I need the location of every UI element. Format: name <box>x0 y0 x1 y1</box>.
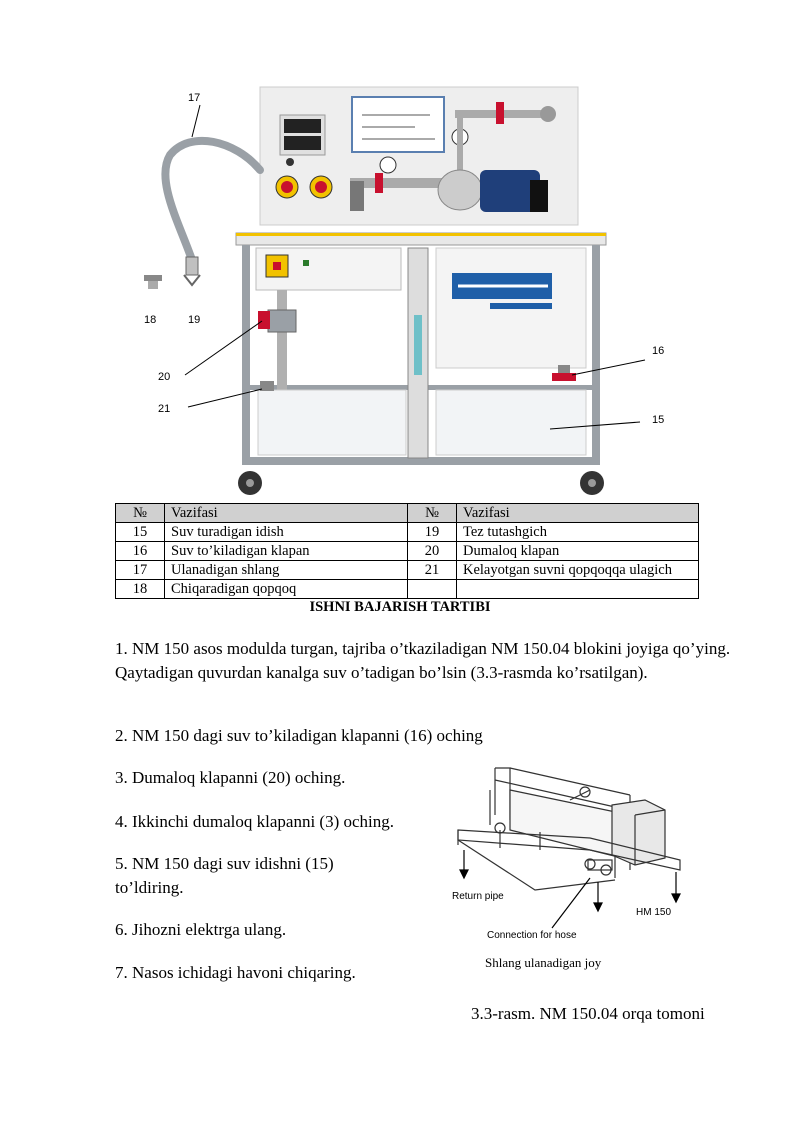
header-number: № <box>116 504 165 523</box>
callout-21: 21 <box>158 403 171 415</box>
table-cell: Dumaloq klapan <box>457 542 699 561</box>
header-function-2: Vazifasi <box>457 504 699 523</box>
table-cell: 21 <box>408 561 457 580</box>
table-cell: Suv turadigan idish <box>165 523 408 542</box>
table-row <box>116 580 699 599</box>
header-function: Vazifasi <box>165 504 408 523</box>
step-1: 1. NM 150 asos modulda turgan, tajriba o’tkaziladigan NM 150.04 blokini joyiga qo’ying. Qaytadigan quvurdan kanalga suv o’tadigan bo’lsin (3.3-rasmda ko’rsatilgan). <box>115 639 731 682</box>
table-cell: 15 <box>116 523 165 542</box>
table-cell <box>457 580 699 599</box>
step-7: 7. Nasos ichidagi havoni chiqaring. <box>115 963 356 982</box>
label-hm150: HM 150 <box>636 907 672 918</box>
label-connection-for-hose: Connection for hose <box>487 930 577 941</box>
section-title: ISHNI BAJARISH TARTIBI <box>309 599 491 615</box>
table-cell <box>408 580 457 599</box>
step-4: 4. Ikkinchi dumaloq klapanni (3) oching. <box>115 812 395 831</box>
parts-table <box>115 503 699 599</box>
callout-16: 16 <box>652 345 665 357</box>
figure-caption: 3.3-rasm. NM 150.04 orqa tomoni <box>471 1004 705 1023</box>
header-number-2: № <box>408 504 457 523</box>
callout-18: 18 <box>144 314 157 326</box>
table-cell: 20 <box>408 542 457 561</box>
step-6: 6. Jihozni elektrga ulang. <box>115 920 287 939</box>
table-cell: 18 <box>116 580 165 599</box>
table-header-row <box>116 504 699 523</box>
table-cell: Tez tutashgich <box>457 523 699 542</box>
callout-19: 19 <box>188 314 201 326</box>
callout-17: 17 <box>188 92 201 104</box>
label-return-pipe: Return pipe <box>452 891 504 902</box>
rear-view-figure <box>440 760 700 955</box>
table-cell: 16 <box>116 542 165 561</box>
callout-15: 15 <box>652 414 665 426</box>
step-3: 3. Dumaloq klapanni (20) oching. <box>115 768 346 787</box>
table-cell: 17 <box>116 561 165 580</box>
apparatus-figure <box>140 85 700 500</box>
table-cell: Chiqaradigan qopqoq <box>165 580 408 599</box>
table-cell: Ulanadigan shlang <box>165 561 408 580</box>
step-2: 2. NM 150 dagi suv to’kiladigan klapanni (16) oching <box>115 726 483 745</box>
step-5: 5. NM 150 dagi suv idishni (15) to’ldiring. <box>115 854 334 897</box>
hose-connection-note: Shlang ulanadigan joy <box>485 955 602 970</box>
callout-20: 20 <box>158 371 171 383</box>
table-cell: Suv to’kiladigan klapan <box>165 542 408 561</box>
table-row <box>116 542 699 561</box>
table-cell: Kelayotgan suvni qopqoqqa ulagich <box>457 561 699 580</box>
table-row <box>116 561 699 580</box>
table-row <box>116 523 699 542</box>
table-cell: 19 <box>408 523 457 542</box>
